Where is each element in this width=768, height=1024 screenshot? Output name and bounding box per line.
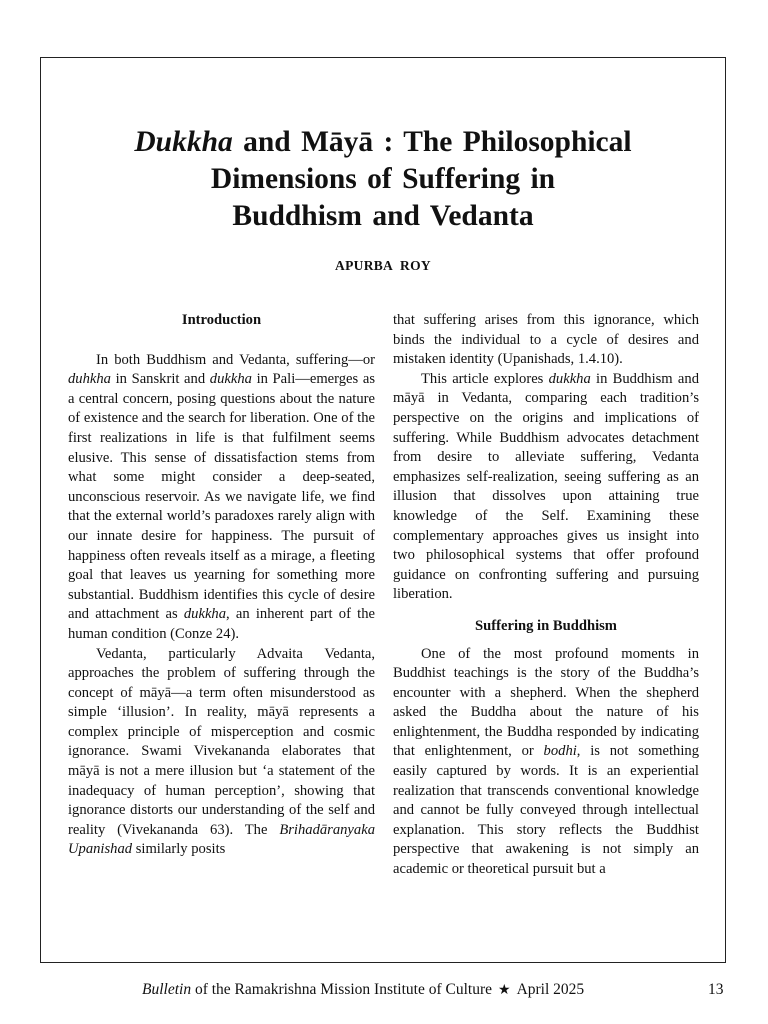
body-text: that suffering arises from this ignorance, which binds the individual to a cycle of desires and mistaken identity (Upanishads, 1.4.10). [393, 312, 699, 368]
footer-bulletin: Bulletin [142, 981, 192, 998]
footer-date: April 2025 [516, 981, 585, 998]
italic-text: dukkha [183, 606, 227, 623]
body-text: Vedanta, particularly Advaita Vedanta, approaches the problem of suffering through the concept of māyā—a term often misunderstood as simple ‘illusion’. In reality, māyā represents a complex principle of misperception and cosmic ignorance. Swami Vivekananda elaborates that māyā is not a mere illusion but ‘a statement of the inadequacy of human perception’, showing that ignorance distorts our understanding of the self and reality (Vivekananda 63). The [68, 645, 375, 838]
section-heading-suffering-in-buddhism: Suffering in Buddhism [475, 617, 617, 634]
body-text: in Sanskrit and [110, 371, 210, 388]
page-number: 13 [708, 981, 724, 998]
title-italic-word: Dukkha [134, 126, 233, 158]
body-text: in Buddhism and māyā in Vedanta, comparing each tradition’s perspective on the origins and implications of suffering. While Buddhism advocates detachment from desire to alleviate suffering, Vedanta emphasizes self-realization, seeing suffering as an illusion that dissolves upon attaining true knowledge of the Self. Examining these complementary approaches gives us insight into two philosophical systems that offer profound guidance on confronting suffering and pursuing liberation. [393, 370, 699, 603]
left-column [68, 311, 375, 860]
italic-text: duhkha [68, 371, 111, 388]
italic-text: bodhi [543, 743, 577, 760]
body-text: , an inherent part of the human condition (Conze 24). [68, 606, 375, 642]
body-text: , is not something easily captured by words. It is an experiential realization that transcends conventional knowledge and cannot be fully conveyed through intellectual explanation. This story reflects the Buddhist perspective that awakening is not simply an academic or theoretical pursuit but a [393, 743, 699, 878]
body-text: similarly posits [132, 841, 226, 858]
italic-text: dukkha [548, 370, 591, 387]
section-heading-introduction: Introduction [181, 312, 262, 328]
title-line-3: Buddhism and Vedanta [232, 200, 534, 232]
body-text: One of the most profound moments in Buddhist teachings is the story of the Buddha’s encounter with a shepherd. When the shepherd asked the Buddha about the nature of his enlightenment, the Buddha responded by indicating that enlightenment, or [393, 645, 699, 760]
footer-citation [142, 981, 584, 999]
paragraph [393, 370, 699, 605]
author-name: APURBA ROY [335, 258, 431, 273]
paragraph [393, 645, 699, 880]
title-line-1-rest: and Māyā : The Philosophical [232, 126, 632, 158]
title-line-2: Dimensions of Suffering in [210, 163, 556, 195]
body-text: In both Buddhism and Vedanta, suffering—or [96, 351, 375, 368]
title-line-1 [40, 124, 726, 161]
paragraph [393, 311, 699, 370]
star-icon: ★ [498, 983, 511, 998]
paragraph [68, 351, 375, 645]
italic-text: dukkha [209, 371, 252, 388]
paragraph [68, 645, 375, 861]
body-text: in Pali—emerges as a central concern, posing questions about the nature of existence and the search for liberation. One of the first realizations in life is that fulfilment seems elusive. This sense of dissatisfaction stems from what some might consider a deep-seated, unconscious reservoir. As we navigate life, we find that the external world’s paradoxes rarely align with our innate desire for happiness. The pursuit of happiness often reveals itself as a mirage, a fleeting goal that leaves us yearning for something more substantial. Buddhism identifies this cycle of desire and attachment as [68, 371, 376, 623]
right-column [393, 311, 699, 880]
italic-text: Brihadāranyaka Upanishad [68, 821, 375, 858]
body-text: This article explores [421, 370, 549, 387]
footer-publisher: of the Ramakrishna Mission Institute of Culture [191, 981, 492, 998]
article-title [40, 124, 726, 235]
